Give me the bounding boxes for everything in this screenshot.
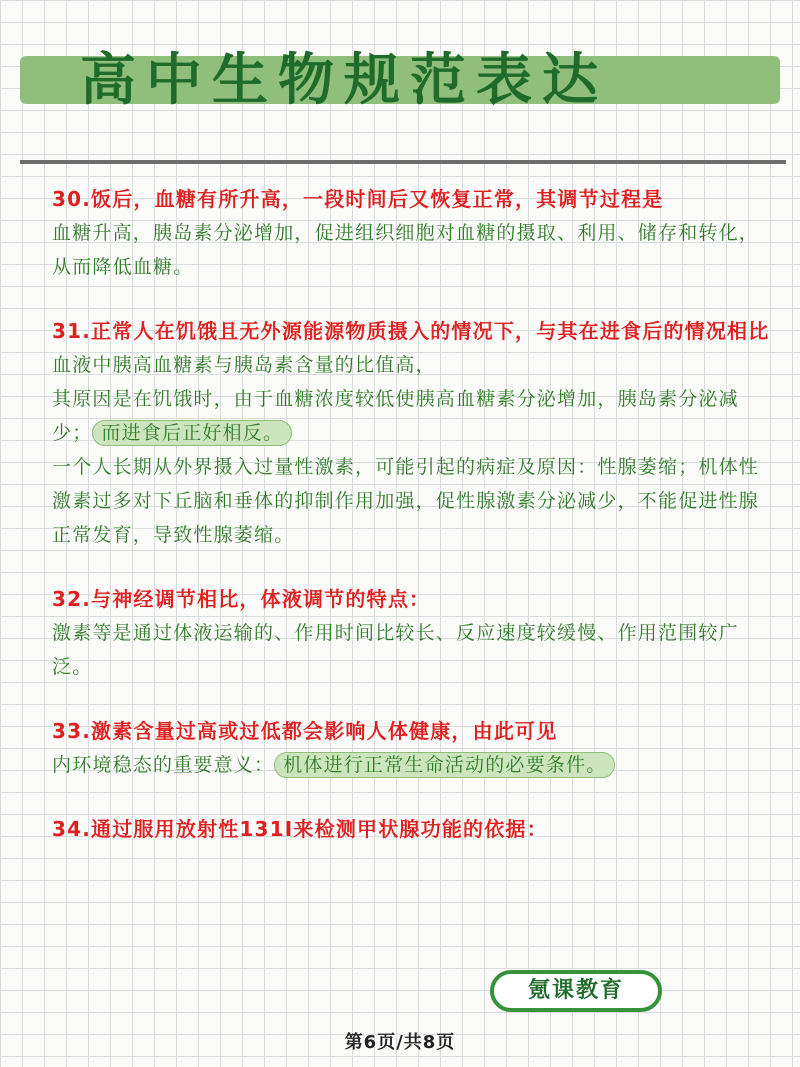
answer-32: 激素等是通过体液运输的、作用时间比较长、反应速度较缓慢、作用范围较广泛。 (52, 622, 739, 678)
section-30 (52, 182, 772, 284)
question-33: 33.激素含量过高或过低都会影响人体健康，由此可见 (52, 719, 558, 743)
page-title: 高中生物规范表达 (80, 47, 608, 113)
answer-30: 血糖升高，胰岛素分泌增加，促进组织细胞对血糖的摄取、利用、储存和转化，从而降低血糖。 (52, 222, 760, 278)
answer-31-line-1: 血液中胰高血糖素与胰岛素含量的比值高， (52, 354, 436, 376)
title-divider (20, 160, 786, 164)
question-32: 32.与神经调节相比，体液调节的特点： (52, 587, 431, 611)
page-indicator: 第6页/共8页 (344, 1032, 456, 1053)
highlight-31: 而进食后正好相反。 (92, 420, 292, 446)
question-30: 30.饭后，血糖有所升高，一段时间后又恢复正常，其调节过程是 (52, 187, 664, 211)
content-area (52, 182, 772, 876)
section-33 (52, 714, 772, 782)
highlight-33: 机体进行正常生命活动的必要条件。 (274, 752, 615, 778)
answer-31-line-3: 一个人长期从外界摄入过量性激素，可能引起的病症及原因：性腺萎缩；机体性激素过多对下丘脑和垂体的抑制作用加强，促性腺激素分泌减少，不能促进性腺正常发育，导致性腺萎缩。 (52, 456, 760, 546)
section-31 (52, 314, 772, 552)
answer-31-line-2: 其原因是在饥饿时，由于血糖浓度较低使胰高血糖素分泌增加，胰岛素分泌减少； 而进食后正好相反。 (52, 388, 739, 444)
section-34 (52, 812, 772, 846)
brand-logo: 氪课教育 (490, 970, 662, 1012)
question-34: 34.通过服用放射性131I来检测甲状腺功能的依据： (52, 817, 548, 841)
question-31: 31.正常人在饥饿且无外源能源物质摄入的情况下，与其在进食后的情况相比 (52, 319, 770, 343)
answer-33: 内环境稳态的重要意义： 机体进行正常生命活动的必要条件。 (52, 748, 772, 782)
section-32 (52, 582, 772, 684)
